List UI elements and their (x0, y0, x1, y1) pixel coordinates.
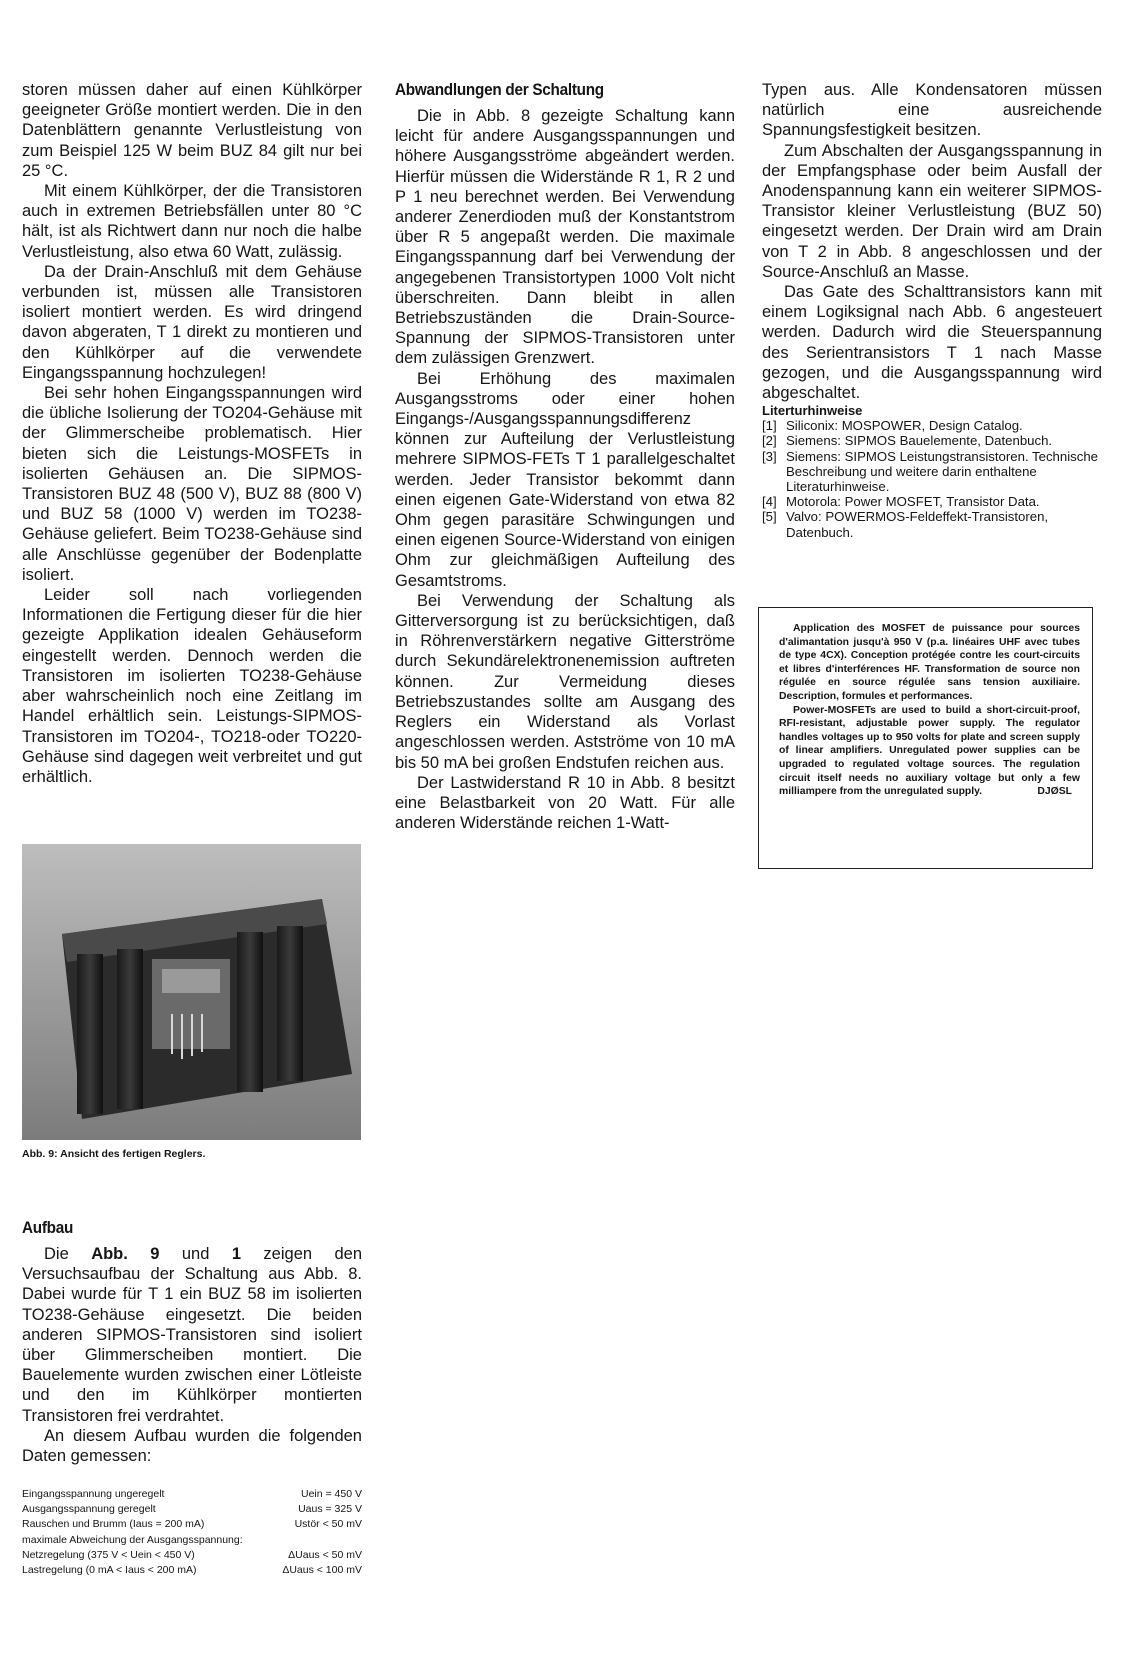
measurement-value: ΔUaus < 100 mV (282, 1564, 362, 1577)
reference-number: [2] (762, 433, 777, 449)
reference-item (762, 433, 1102, 448)
measurement-table (22, 1487, 362, 1578)
reference-text: Siemens: SIPMOS Leistungstransistoren. Technische Beschreibung und weitere darin enthaltene Literaturhinweise. (786, 448, 1099, 495)
reference-text: Valvo: POWERMOS-Feldeffekt-Transistoren, Datenbuch. (786, 509, 1049, 540)
paragraph: Zum Abschalten der Ausgangsspannung in der Empfangsphase oder beim Ausfall der Anodenspannung kann ein weiterer SIPMOS-Transistor kleiner Verlustleistung (BUZ 50) eingesetzt werden. Der Drain wird am Drain von T 2 in Abb. 8 angeschlossen und der Source-Anschluß an Masse. (762, 141, 1102, 281)
paragraph: Die in Abb. 8 gezeigte Schaltung kann leicht für andere Ausgangsspannungen und höhere Ausgangsströme abgeändert werden. Hierfür müssen die Widerstände R 1, R 2 und P 1 neu berechnet werden. Bei Verwendung anderer Zenerdioden muß der Konstantstrom über R 5 angepaßt werden. Die maximale Eingangsspannung darf bei Verwendung der angegebenen Transistortypen 1000 Volt nicht überschreiten. Dann bleibt in allen Betriebszuständen die Drain-Source-Spannung der SIPMOS-Transistoren unter dem zulässigen Grenzwert. (395, 107, 735, 368)
photo-regulator-image (22, 844, 361, 1140)
measurement-row (22, 1533, 362, 1548)
measurement-row (22, 1563, 362, 1578)
reference-text: Motorola: Power MOSFET, Transistor Data. (786, 494, 1040, 510)
paragraph (22, 1244, 362, 1426)
measurement-label: Ausgangsspannung geregelt (22, 1503, 156, 1516)
measurement-value: Ustör < 50 mV (294, 1518, 362, 1531)
reference-number: [5] (762, 509, 777, 525)
section-heading: Abwandlungen der Schaltung (395, 80, 604, 99)
measurement-value: ΔUaus < 50 mV (288, 1548, 362, 1561)
paragraph: Bei Verwendung der Schaltung als Gitterversorgung ist zu berücksichtigen, daß in Röhrenverstärkern negative Gitterströme durch Sekundärelektronenemission auftreten können. Zur Vermeidung dieses Betriebszustandes sollte am Ausgang des Reglers ein Widerstand als Vorlast angeschlossen werden. Astströme von 10 mA bis 50 mA bei großen Endstufen reichen aus. (395, 591, 735, 772)
paragraph: Der Lastwiderstand R 10 in Abb. 8 besitzt eine Belastbarkeit von 20 Watt. Für alle anderen Widerstände reichen 1-Watt- (395, 773, 735, 833)
measurement-row (22, 1548, 362, 1563)
reference-number: [4] (762, 494, 777, 510)
section-heading: Aufbau (22, 1218, 74, 1237)
paragraph: storen müssen daher auf einen Kühlkörper geeigneter Größe montiert werden. Die in den Datenblättern genannte Verlustleistung von zum Beispiel 125 W beim BUZ 84 gilt nur bei 25 °C. (22, 81, 362, 180)
photo-regulator (22, 844, 361, 1140)
summary-french: Application des MOSFET de puissance pour sources d'alimantation jusqu'à 950 V (p.a. linéaires UHF avec tubes de type 4CX). Conception protégée contre les court-circuits et libres d'interférences HF. Transformation de source non régulée en source régulée sans tension auxiliaire. Description, formules et performances. (779, 623, 1080, 702)
column-3 (762, 80, 1102, 540)
reference-item (762, 418, 1102, 433)
measurement-value: Uein = 450 V (300, 1488, 362, 1500)
paragraph: Bei Erhöhung des maximalen Ausgangsstroms oder einer hohen Eingangs-/Ausgangsspannungsdifferenz können zur Aufteilung der Verlustleistung mehrere SIPMOS-FETs T 1 parallelgeschaltet werden. Jeder Transistor bekommt dann einen eigenen Gate-Widerstand von etwa 82 Ohm gegen parasitäre Schwingungen und einen eigenen Source-Widerstand von einigen Ohm zur gleichmäßigen Aufteilung des Gesamtstroms. (395, 369, 735, 590)
measurement-label: maximale Abweichung der Ausgangsspannung: (22, 1533, 243, 1546)
references-title: Literturhinweise (762, 403, 863, 419)
measurement-row (22, 1517, 362, 1532)
author-signature: DJØSL (1037, 785, 1072, 797)
measurement-label: Netzregelung (375 V < Uein < 450 V) (22, 1548, 195, 1561)
paragraph: Das Gate des Schalttransistors kann mit einem Logiksignal nach Abb. 6 angesteuert werden. Dadurch wird die Steuerspannung des Serientransistors T 1 nach Masse gezogen, und die Ausgangsspannung wird abgeschaltet. (762, 283, 1102, 403)
reference-text: Siliconix: MOSPOWER, Design Catalog. (786, 418, 1023, 434)
measurement-label: Rauschen und Brumm (Iaus = 200 mA) (22, 1518, 205, 1531)
paragraph: Bei sehr hohen Eingangsspannungen wird die übliche Isolierung der TO204-Gehäuse mit der Glimmerscheibe problematisch. Hier bieten sich die Leistungs-MOSFETs in isolierten Gehäusen an. Die SIPMOS-Transistoren BUZ 48 (500 V), BUZ 88 (800 V) und BUZ 58 (1000 V) werden im TO238-Gehäuse geliefert. Beim TO238-Gehäuse sind alle Anschlüsse gegenüber der Bodenplatte isoliert. (22, 384, 362, 584)
paragraph: Mit einem Kühlkörper, der die Transistoren auch in extremen Betriebsfällen unter 80 °C hält, ist als Richtwert dann nur noch die halbe Verlustleistung, also etwa 60 Watt, zulässig. (22, 182, 362, 261)
reference-item (762, 494, 1102, 509)
measurement-row (22, 1502, 362, 1517)
paragraph: An diesem Aufbau wurden die folgenden Daten gemessen: (22, 1426, 362, 1466)
paragraph: Typen aus. Alle Kondensatoren müssen natürlich eine ausreichende Spannungsfestigkeit besitzen. (762, 81, 1102, 140)
paragraph: Da der Drain-Anschluß mit dem Gehäuse verbunden ist, müssen alle Transistoren isoliert montiert werden. Es wird dringend davon abgeraten, T 1 direkt zu montieren und den Kühlkörper auf die verwendete Eingangsspannung hochzulegen! (22, 262, 362, 382)
reference-text: Siemens: SIPMOS Bauelemente, Datenbuch. (786, 433, 1053, 449)
references-list (762, 418, 1102, 540)
summary-box (758, 607, 1093, 869)
photo-caption: Abb. 9: Ansicht des fertigen Reglers. (22, 1148, 206, 1160)
figure-ref: Abb. 9 (91, 1245, 160, 1263)
text-run: Die (44, 1245, 92, 1263)
column-1 (22, 80, 362, 787)
reference-item (762, 509, 1102, 539)
reference-number: [1] (762, 418, 777, 434)
summary-english: Power-MOSFETs are used to build a short-circuit-proof, RFI-resistant, adjustable power supply. The regulator handles voltages up to 950 volts for plate and screen supply of linear amplifiers. Unregulated power supplies can be upgraded to regulated voltage sources. The regulation circuit itself needs no auxiliary voltage but only a few milliampere from the unregulated supply. (779, 704, 1080, 798)
figure-ref: 1 (231, 1245, 242, 1263)
reference-number: [3] (762, 448, 777, 464)
text-run: zeigen den Versuchsaufbau der Schaltung aus Abb. 8. Dabei wurde für T 1 ein BUZ 58 im isolierten TO238-Gehäuse eingesetzt. Die beiden anderen SIPMOS-Transistoren sind isoliert über Glimmerscheiben montiert. Die Bauelemente wurden zwischen einer Lötleiste und den im Kühlkörper montierten Transistoren frei verdrahtet. (22, 1245, 363, 1425)
column-2 (395, 80, 735, 833)
measurement-row (22, 1487, 362, 1502)
section-aufbau (22, 1218, 362, 1466)
reference-item (762, 449, 1102, 495)
measurement-label: Eingangsspannung ungeregelt (22, 1488, 165, 1500)
text-run: und (159, 1245, 232, 1263)
measurement-value: Uaus = 325 V (298, 1503, 362, 1516)
paragraph: Leider soll nach vorliegenden Informationen die Fertigung dieser für die hier gezeigte Applikation idealen Gehäuseform eingestellt werden. Dennoch werden die Transistoren im isolierten TO238-Gehäuse aber wahrscheinlich noch eine Zeitlang im Handel erhältlich sein. Leistungs-SIPMOS-Transistoren im TO204-, TO218-oder TO220-Gehäuse sind dagegen weit verbreitet und gut erhältlich. (22, 586, 362, 786)
measurement-label: Lastregelung (0 mA < Iaus < 200 mA) (22, 1564, 197, 1577)
